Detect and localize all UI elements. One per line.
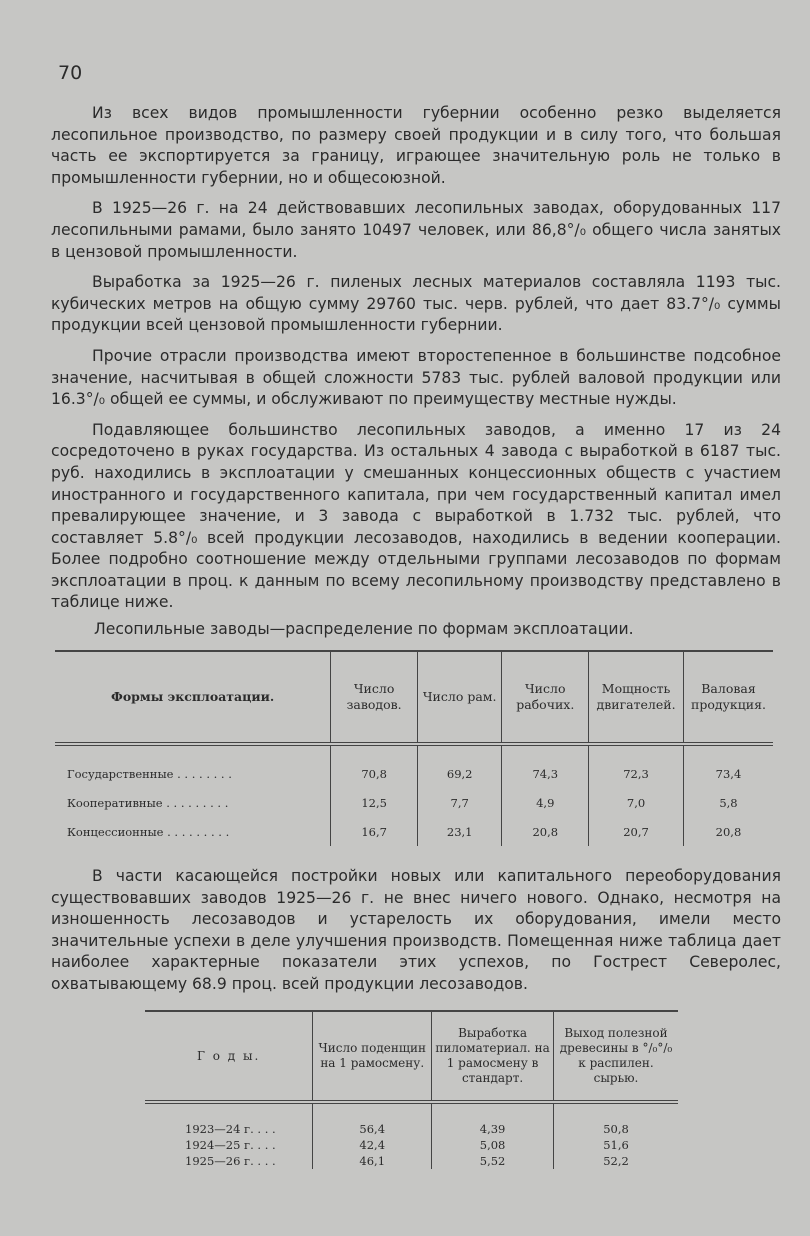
column-header: Выработка пиломатериал. на 1 рамосмену в стандарт. xyxy=(432,1011,554,1102)
row-label: Концессионные . . . . . . . . . xyxy=(67,824,230,839)
table-cell: 50,8 xyxy=(554,1102,679,1137)
column-header: Выход полезной древесины в °/₀°/₀ к распилен. сырью. xyxy=(554,1011,679,1102)
table-cell: 20,8 xyxy=(683,817,773,846)
table-cell: 74,3 xyxy=(502,744,589,788)
body-text xyxy=(51,103,781,614)
column-header: Число заводов. xyxy=(331,651,418,744)
row-label: 1924—25 г. . . . xyxy=(185,1138,276,1152)
table-cell: 20,8 xyxy=(502,817,589,846)
column-header: Формы эксплоатации. xyxy=(110,689,275,704)
table-row xyxy=(145,1153,678,1169)
row-label: 1923—24 г. . . . xyxy=(185,1122,276,1136)
row-label: 1925—26 г. . . . xyxy=(185,1154,276,1168)
table-cell: 5,8 xyxy=(683,788,773,817)
table-cell: 5,08 xyxy=(432,1137,554,1153)
table-cell: 7,0 xyxy=(589,788,684,817)
table-cell: 4,39 xyxy=(432,1102,554,1137)
table-cell: 5,52 xyxy=(432,1153,554,1169)
table-header-row xyxy=(55,651,773,744)
table-header-row xyxy=(145,1011,678,1102)
row-label: Государственные . . . . . . . . xyxy=(67,766,232,781)
row-label: Кооперативные . . . . . . . . . xyxy=(67,795,229,810)
table-cell: 4,9 xyxy=(502,788,589,817)
paragraph: Выработка за 1925—26 г. пиленых лесных материалов составляла 1193 тыс. кубических метров на общую сумму 29760 тыс. черв. рублей, что дает 83.7°/₀ суммы продукции всей цензовой промышленности губернии. xyxy=(51,273,781,335)
table-cell: 7,7 xyxy=(417,788,501,817)
table-cell: 12,5 xyxy=(331,788,418,817)
paragraph: В части касающейся постройки новых или капитального переоборудования существовавших заводов 1925—26 г. не внес ничего нового. Однако, несмотря на изношенность лесозаводов и устарелость их оборудования, имели место значительные успехи в деле улучшения производств. Помещенная ниже таблица дает наиболее характерные показатели этих успехов, по Гострест Северолес, охватывающему 68.9 проц. всей продукции лесозаводов. xyxy=(51,867,781,993)
table-row xyxy=(145,1102,678,1137)
column-header: Валовая продукция. xyxy=(683,651,773,744)
table-cell: 16,7 xyxy=(331,817,418,846)
table-cell: 20,7 xyxy=(589,817,684,846)
table-cell: 70,8 xyxy=(331,744,418,788)
page-number: 70 xyxy=(58,62,83,84)
table-cell: 46,1 xyxy=(313,1153,432,1169)
table-row xyxy=(145,1137,678,1153)
sevroles-indicators-table xyxy=(145,1010,678,1169)
table-cell: 73,4 xyxy=(683,744,773,788)
paragraph: Из всех видов промышленности губернии особенно резко выделяется лесопильное производство, по размеру своей продукции и в силу того, что большая часть ее экспортируется за границу, играющее значительную роль не только в промышленности губернии, но и общесоюзной. xyxy=(51,104,781,187)
column-header: Число рабочих. xyxy=(502,651,589,744)
column-header: Мощность двигателей. xyxy=(589,651,684,744)
paragraph: Подавляющее большинство лесопильных заводов, а именно 17 из 24 сосредоточено в руках государства. Из остальных 4 завода с выработкой в 6187 тыс. руб. находились в эксплоатации у смешанных концессионных обществ с участием иностранного и государственного капитала, при чем государственный капитал имел превалирующее значение, и 3 завода с выработкой в 1.732 тыс. рублей, что составляет 5.8°/₀ всей продукции лесозаводов, находились в ведении кооперации. Более подробно соотношение между отдельными группами лесозаводов по формам эксплоатации в проц. к данным по всему лесопильному производству представлено в таблице ниже. xyxy=(51,420,781,612)
table-row xyxy=(55,744,773,788)
table-cell: 23,1 xyxy=(417,817,501,846)
table-cell: 42,4 xyxy=(313,1137,432,1153)
paragraph: В 1925—26 г. на 24 действовавших лесопильных заводах, оборудованных 117 лесопильными рамами, было занято 10497 человек, или 86,8°/₀ общего числа занятых в цензовой промышленности. xyxy=(51,199,781,261)
table-cell: 51,6 xyxy=(554,1137,679,1153)
column-header: Г о д ы. xyxy=(196,1048,261,1063)
table-cell: 69,2 xyxy=(417,744,501,788)
paragraph: Прочие отрасли производства имеют второстепенное в большинстве подсобное значение, насчитывая в общей сложности 5783 тыс. рублей валовой продукции или 16.3°/₀ общей ее суммы, и обслуживают по преимуществу местные нужды. xyxy=(51,346,781,409)
table-row xyxy=(55,788,773,817)
column-header: Число рам. xyxy=(417,651,501,744)
table-cell: 52,2 xyxy=(554,1153,679,1169)
table-row xyxy=(55,817,773,846)
table-cell: 56,4 xyxy=(313,1102,432,1137)
body-text-2 xyxy=(51,866,781,996)
column-header: Число поденщин на 1 рамосмену. xyxy=(313,1011,432,1102)
table-caption: Лесопильные заводы—распределение по формам эксплоатации. xyxy=(94,620,634,638)
exploitation-forms-table xyxy=(55,650,773,846)
table-cell: 72,3 xyxy=(589,744,684,788)
